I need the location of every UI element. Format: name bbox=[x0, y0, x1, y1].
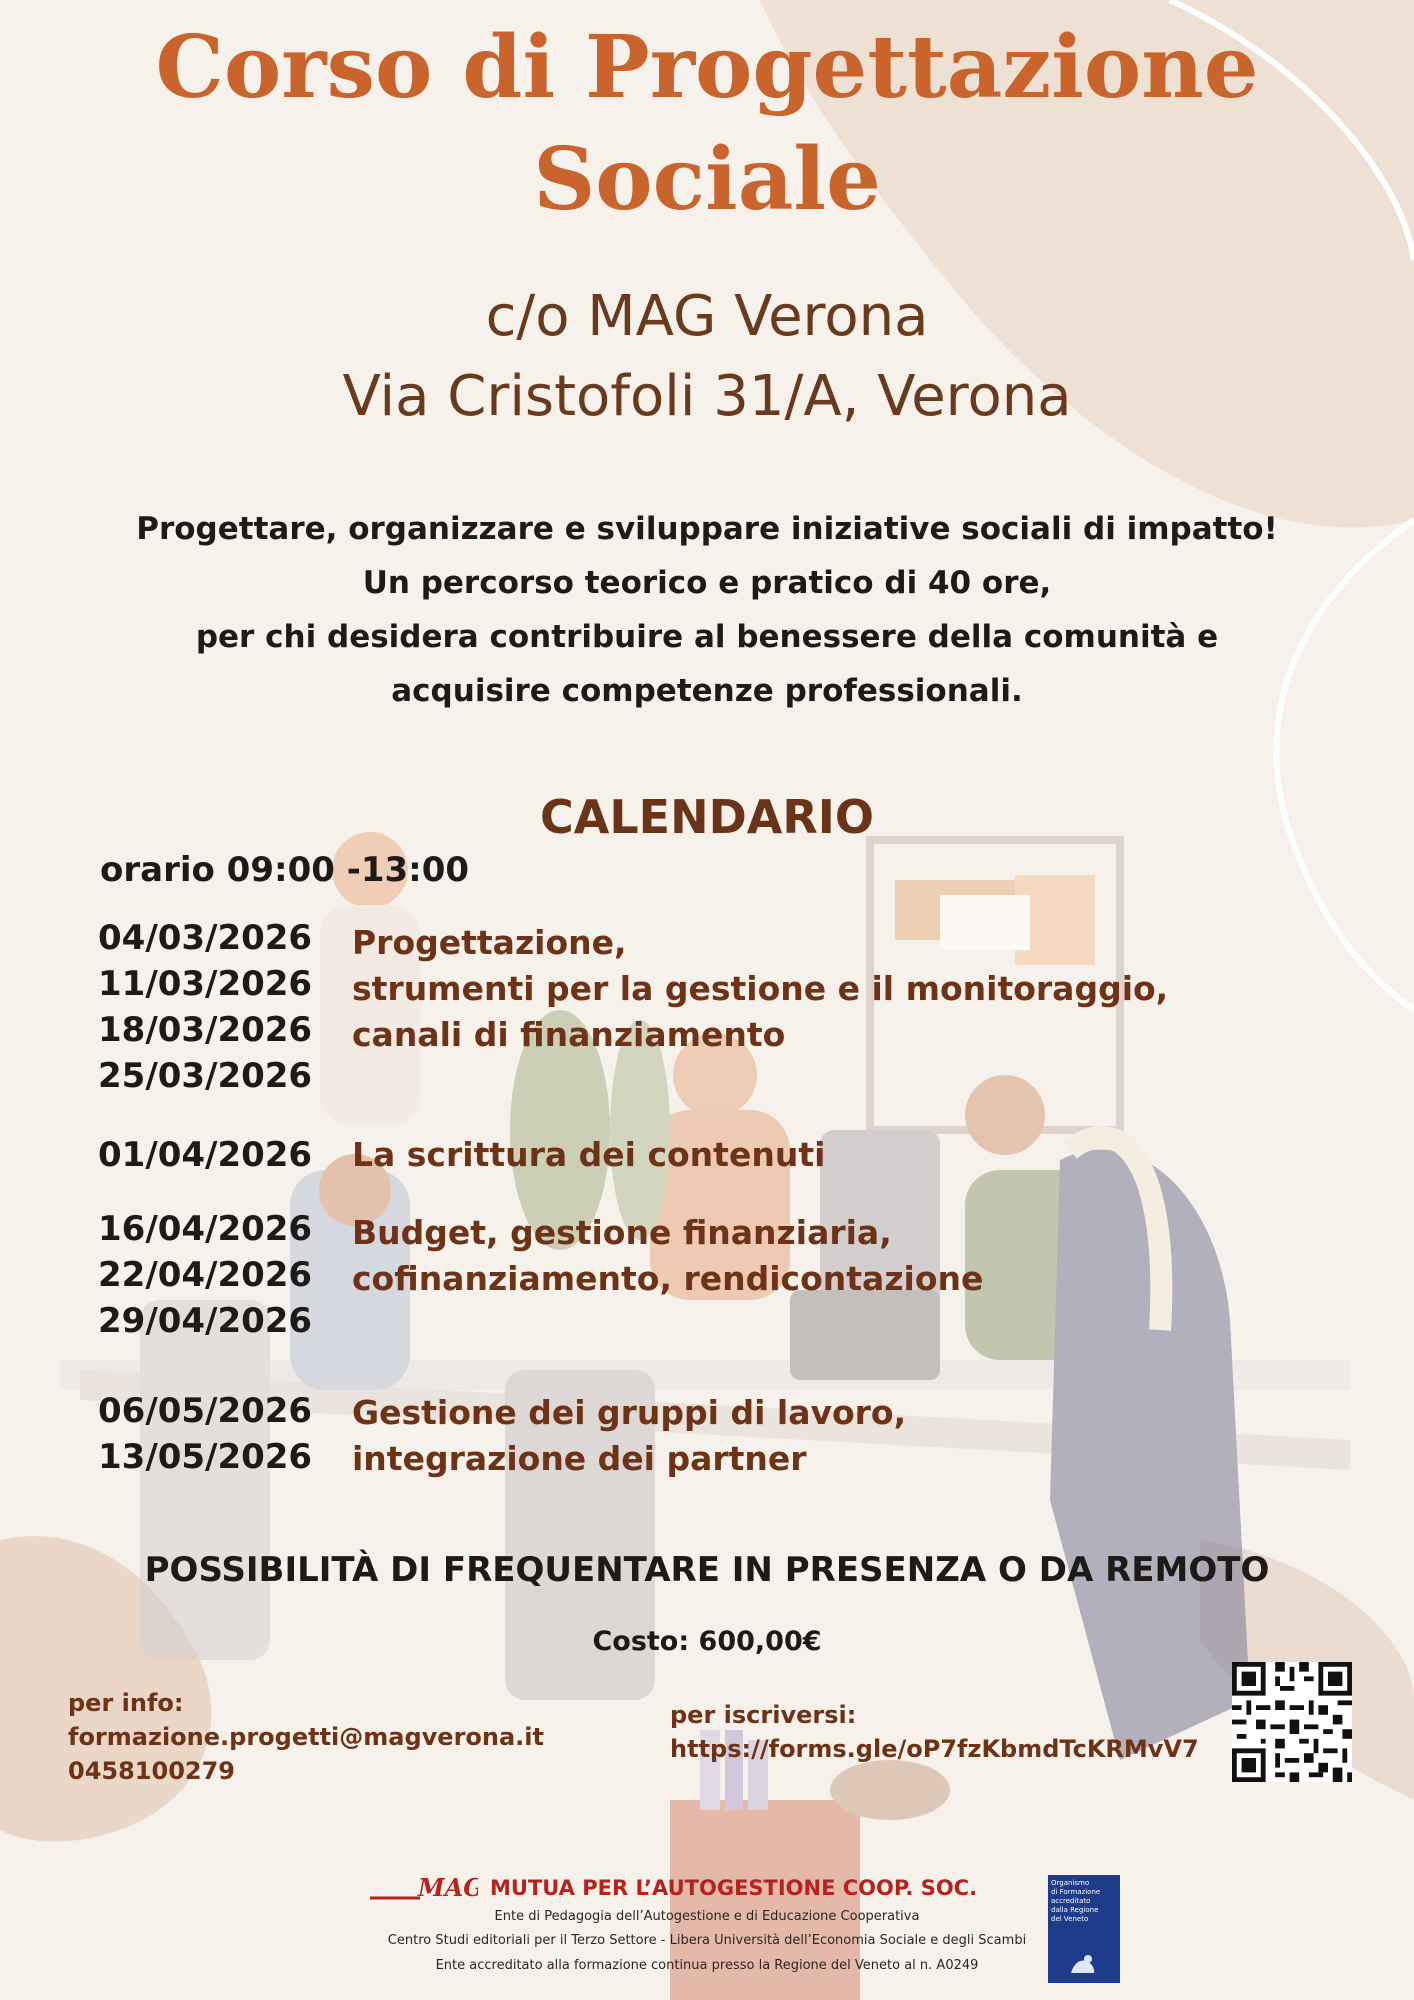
lion-emblem-icon bbox=[1068, 1951, 1098, 1977]
badge-line: di Formazione bbox=[1051, 1888, 1101, 1896]
footer-line: Centro Studi editoriali per il Terzo Settore - Libera Università dell’Economia Sociale e degli Scambi bbox=[387, 1933, 1027, 1948]
contact-block bbox=[68, 1686, 544, 1788]
course-cost: Costo: 600,00€ bbox=[592, 1626, 822, 1657]
session-topic: integrazione dei partner bbox=[352, 1439, 807, 1478]
footer-line: Ente accreditato alla formazione continua presso la Regione del Veneto al n. A0249 bbox=[435, 1958, 979, 1973]
session-topic: cofinanziamento, rendicontazione bbox=[352, 1259, 984, 1298]
session-date: 29/04/2026 bbox=[98, 1301, 313, 1341]
session-date: 25/03/2026 bbox=[98, 1056, 313, 1096]
contact-label: per info: bbox=[68, 1689, 184, 1717]
session-date: 01/04/2026 bbox=[98, 1135, 313, 1175]
badge-line: accreditato bbox=[1051, 1897, 1091, 1905]
regione-veneto-badge bbox=[1048, 1875, 1120, 1983]
intro-line: Progettare, organizzare e sviluppare iniziative sociali di impatto! bbox=[136, 511, 1278, 547]
session-date: 16/04/2026 bbox=[98, 1209, 313, 1249]
session-topic: Gestione dei gruppi di lavoro, bbox=[352, 1393, 907, 1432]
session-dates bbox=[98, 1132, 312, 1178]
location-address: Via Cristofoli 31/A, Verona bbox=[342, 364, 1072, 429]
signup-qr-code[interactable] bbox=[1232, 1662, 1352, 1782]
calendar-heading: CALENDARIO bbox=[539, 790, 875, 844]
session-topics bbox=[352, 920, 1168, 1058]
course-hours: orario 09:00 -13:00 bbox=[100, 850, 470, 890]
session-topic: canali di finanziamento bbox=[352, 1015, 786, 1054]
session-topics bbox=[352, 1132, 825, 1178]
badge-line: dalla Regione bbox=[1051, 1906, 1099, 1914]
session-date: 11/03/2026 bbox=[98, 964, 313, 1004]
badge-line: del Veneto bbox=[1051, 1915, 1089, 1923]
session-date: 22/04/2026 bbox=[98, 1255, 313, 1295]
session-topic: strumenti per la gestione e il monitoraggio, bbox=[352, 969, 1169, 1008]
session-dates bbox=[98, 1206, 312, 1344]
intro-line: Un percorso teorico e pratico di 40 ore, bbox=[362, 565, 1052, 601]
contact-phone[interactable]: 0458100279 bbox=[68, 1757, 235, 1785]
session-topics bbox=[352, 1210, 983, 1302]
attendance-banner: POSSIBILITÀ DI FREQUENTARE IN PRESENZA O DA REMOTO bbox=[144, 1550, 1270, 1590]
mag-logo bbox=[368, 1872, 478, 1902]
session-topics bbox=[352, 1390, 906, 1482]
signup-label: per iscriversi: bbox=[670, 1701, 857, 1729]
session-topic: La scrittura dei contenuti bbox=[352, 1135, 826, 1174]
session-date: 04/03/2026 bbox=[98, 918, 313, 958]
session-date: 13/05/2026 bbox=[98, 1437, 313, 1477]
intro-line: acquisire competenze professionali. bbox=[391, 673, 1023, 709]
signup-block bbox=[670, 1698, 1199, 1766]
session-dates bbox=[98, 915, 312, 1099]
session-topic: Progettazione, bbox=[352, 923, 627, 962]
badge-line: Organismo bbox=[1051, 1879, 1090, 1887]
organization-name: MUTUA PER L’AUTOGESTIONE COOP. SOC. bbox=[490, 1876, 978, 1900]
mag-logo-text: MAG bbox=[418, 1873, 478, 1902]
contact-email-link[interactable]: formazione.progetti@magverona.it bbox=[68, 1723, 544, 1751]
session-dates bbox=[98, 1388, 312, 1480]
session-topic: Budget, gestione finanziaria, bbox=[352, 1213, 892, 1252]
footer-line: Ente di Pedagogia dell’Autogestione e di Educazione Cooperativa bbox=[494, 1909, 920, 1924]
intro-line: per chi desidera contribuire al benessere della comunità e bbox=[195, 619, 1219, 655]
course-title-line1: Corso di Progettazione bbox=[155, 17, 1259, 118]
session-date: 18/03/2026 bbox=[98, 1010, 313, 1050]
session-date: 06/05/2026 bbox=[98, 1391, 313, 1431]
course-title-line2: Sociale bbox=[533, 129, 881, 230]
location-name: c/o MAG Verona bbox=[485, 284, 929, 349]
signup-url-link[interactable]: https://forms.gle/oP7fzKbmdTcKRMvV7 bbox=[670, 1735, 1199, 1763]
